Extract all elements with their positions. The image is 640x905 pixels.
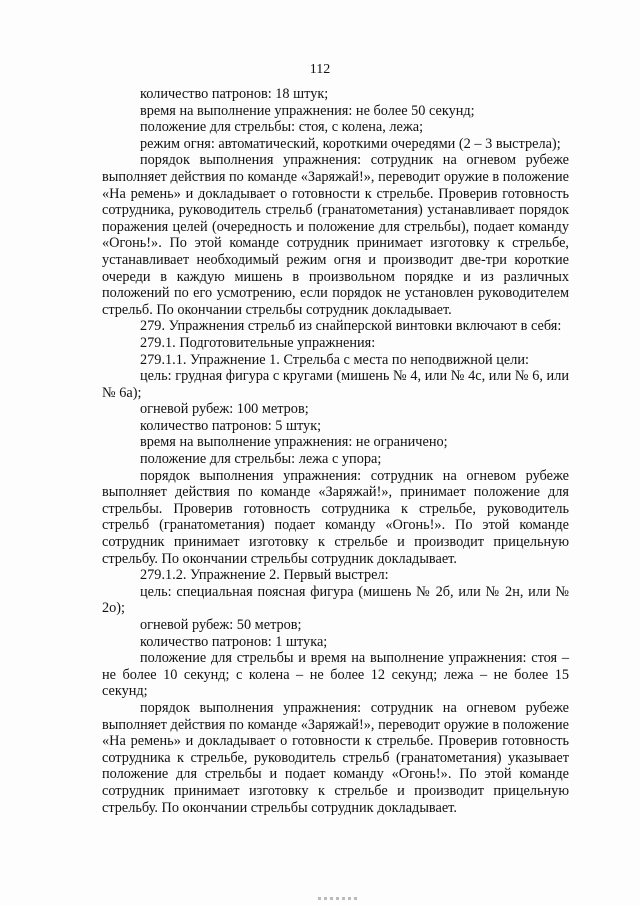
paragraph-section-279-1-1: 279.1.1. Упражнение 1. Стрельба с места по неподвижной цели:	[140, 351, 530, 368]
paragraph-time-limit: время на выполнение упражнения: не ограничено;	[140, 434, 448, 451]
paragraph-procedure: порядок выполнения упражнения: сотрудник на огневом рубеже выполняет действия по команде «Заряжай!», переводит оружие в положение «На ремень» и докладывает о готовности к стрельбе. Проверив готовность сотрудника, руководитель стрельб (гранатометания) устанавливает порядок поражения целей (очередность и положение для стрельбы), подает команду «Огонь!». По этой команде сотрудник принимает изготовку к стрельбе, устанавливает необходимый режим огня и производит две-три короткие очереди в каждую мишень в произвольном порядке и из различных положений по его усмотрению, если порядок не установлен руководителем стрельб. По окончании стрельбы сотрудник докладывает.	[102, 152, 569, 318]
paragraph-section-279-1-2: 279.1.2. Упражнение 2. Первый выстрел:	[140, 567, 389, 584]
paragraph-section-279-1: 279.1. Подготовительные упражнения:	[140, 334, 376, 351]
paragraph-firing-line: огневой рубеж: 50 метров;	[140, 617, 302, 633]
paragraph-firing-position: положение для стрельбы: лежа с упора;	[140, 451, 382, 468]
paragraph-firing-position: положение для стрельбы: стоя, с колена, лежа;	[140, 119, 424, 136]
paragraph-target: цель: грудная фигура с кругами (мишень № 4, или № 4с, или № 6, или № 6а);	[102, 368, 569, 401]
page-number: 112	[309, 62, 331, 77]
paragraph-position-and-time: положение для стрельбы и время на выполнение упражнения: стоя – не более 10 секунд; с колена – не более 12 секунд; лежа – не более 15 секунд;	[102, 650, 569, 700]
paragraph-section-279: 279. Упражнения стрельб из снайперской винтовки включают в себя:	[140, 318, 562, 335]
paragraph-time-limit: время на выполнение упражнения: не более 50 секунд;	[140, 102, 475, 119]
paragraph-firing-line: огневой рубеж: 100 метров;	[140, 401, 309, 418]
scan-artifact	[318, 897, 358, 900]
paragraph-procedure: порядок выполнения упражнения: сотрудник на огневом рубеже выполняет действия по команде «Заряжай!», переводит оружие в положение «На ремень» и докладывает о готовности к стрельбе. Проверив готовность сотрудника к стрельбе, руководитель стрельб (гранатометания) указывает положение для стрельбы и подает команду «Огонь!». По этой команде сотрудник принимает изготовку к стрельбе и производит прицельную стрельбу. По окончании стрельбы сотрудник докладывает.	[102, 699, 569, 816]
paragraph-ammo-count: количество патронов: 1 штука;	[140, 633, 328, 650]
paragraph-procedure: порядок выполнения упражнения: сотрудник на огневом рубеже выполняет действия по команде «Заряжай!», принимает положение для стрельбы. Проверив готовность сотрудника к стрельбе, руководитель стрельб (гранатометания) подает команду «Огонь!». По этой команде сотрудник принимает изготовку к стрельбе и производит прицельную стрельбу. По окончании стрельбы сотрудник докладывает.	[102, 467, 569, 567]
paragraph-ammo-count: количество патронов: 18 штук;	[140, 86, 329, 102]
document-body	[102, 86, 569, 816]
paragraph-fire-mode: режим огня: автоматический, короткими очередями (2 – 3 выстрела);	[140, 135, 561, 152]
paragraph-ammo-count: количество патронов: 5 штук;	[140, 417, 322, 434]
paragraph-target: цель: специальная поясная фигура (мишень № 2б, или № 2н, или № 2о);	[102, 583, 569, 617]
